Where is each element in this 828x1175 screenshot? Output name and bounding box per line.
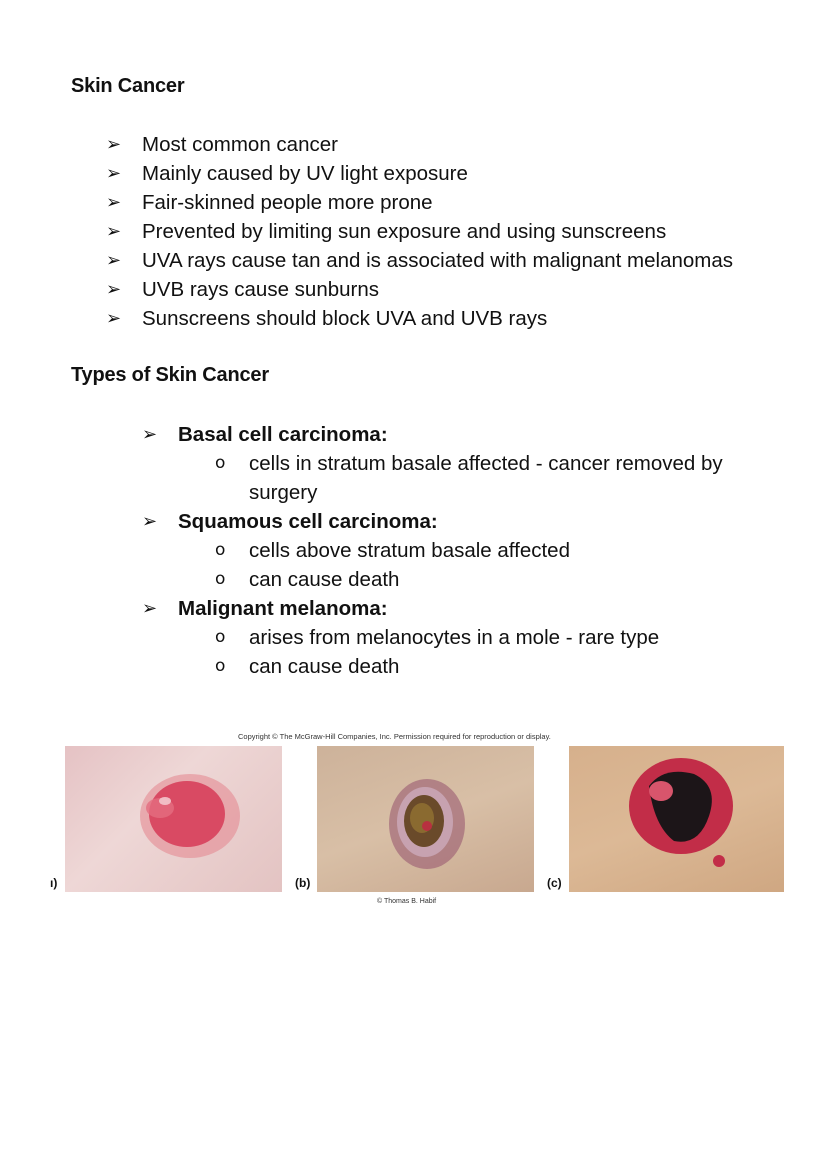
arrow-bullet-icon: ➢ [142, 424, 158, 445]
circle-bullet-icon: o [215, 656, 226, 676]
type-detail-text: cells in stratum basale affected - cancer removed by surgery [249, 452, 723, 504]
bullet-text: Prevented by limiting sun exposure and using sunscreens [142, 220, 667, 243]
bullet-item [106, 188, 733, 217]
type-detail [142, 449, 782, 507]
bullet-item [106, 304, 733, 333]
arrow-bullet-icon: ➢ [106, 134, 122, 155]
type-detail-text: cells above stratum basale affected [249, 539, 570, 562]
squamous-cell-carcinoma-photo [317, 746, 534, 892]
type-detail-text: can cause death [249, 568, 400, 591]
bullet-text: Most common cancer [142, 133, 338, 156]
arrow-bullet-icon: ➢ [106, 279, 122, 300]
basal-cell-carcinoma-photo [65, 746, 282, 892]
arrow-bullet-icon: ➢ [106, 250, 122, 271]
type-detail [142, 565, 782, 594]
circle-bullet-icon: o [215, 453, 226, 473]
bullet-text: Sunscreens should block UVA and UVB rays [142, 307, 548, 330]
skin-cancer-bullet-list [106, 130, 733, 333]
bullet-text: UVA rays cause tan and is associated with malignant melanomas [142, 249, 734, 272]
skin-cancer-figure [0, 728, 828, 918]
type-title-melanoma [142, 594, 782, 623]
figure-label-a: ı) [50, 876, 58, 890]
bullet-item [106, 217, 733, 246]
type-detail [142, 536, 782, 565]
figure-label-b: (b) [295, 876, 311, 890]
type-title-text: Squamous cell carcinoma: [178, 510, 438, 533]
bullet-text: UVB rays cause sunburns [142, 278, 380, 301]
figure-copyright: Copyright © The McGraw-Hill Companies, Inc. Permission required for reproduction or display. [238, 732, 551, 741]
types-list [142, 420, 782, 681]
bullet-text: Fair-skinned people more prone [142, 191, 433, 214]
type-detail [142, 652, 782, 681]
type-title-text: Basal cell carcinoma: [178, 423, 388, 446]
bullet-item [106, 275, 733, 304]
arrow-bullet-icon: ➢ [106, 221, 122, 242]
bullet-item [106, 159, 733, 188]
type-detail-text: arises from melanocytes in a mole - rare type [249, 626, 660, 649]
malignant-melanoma-photo [569, 746, 784, 892]
type-title-text: Malignant melanoma: [178, 597, 388, 620]
circle-bullet-icon: o [215, 569, 226, 589]
arrow-bullet-icon: ➢ [106, 192, 122, 213]
figure-label-c: (c) [547, 876, 562, 890]
bullet-item [106, 246, 733, 275]
heading-skin-cancer: Skin Cancer [71, 75, 185, 97]
type-title-basal [142, 420, 782, 449]
bullet-text: Mainly caused by UV light exposure [142, 162, 468, 185]
arrow-bullet-icon: ➢ [106, 163, 122, 184]
arrow-bullet-icon: ➢ [142, 511, 158, 532]
arrow-bullet-icon: ➢ [106, 308, 122, 329]
circle-bullet-icon: o [215, 627, 226, 647]
type-detail-text: can cause death [249, 655, 400, 678]
photo-credit: © Thomas B. Habif [377, 898, 437, 905]
arrow-bullet-icon: ➢ [142, 598, 158, 619]
circle-bullet-icon: o [215, 540, 226, 560]
bullet-item [106, 130, 733, 159]
type-detail [142, 623, 782, 652]
heading-types-of-skin-cancer: Types of Skin Cancer [71, 364, 269, 386]
type-title-squamous [142, 507, 782, 536]
